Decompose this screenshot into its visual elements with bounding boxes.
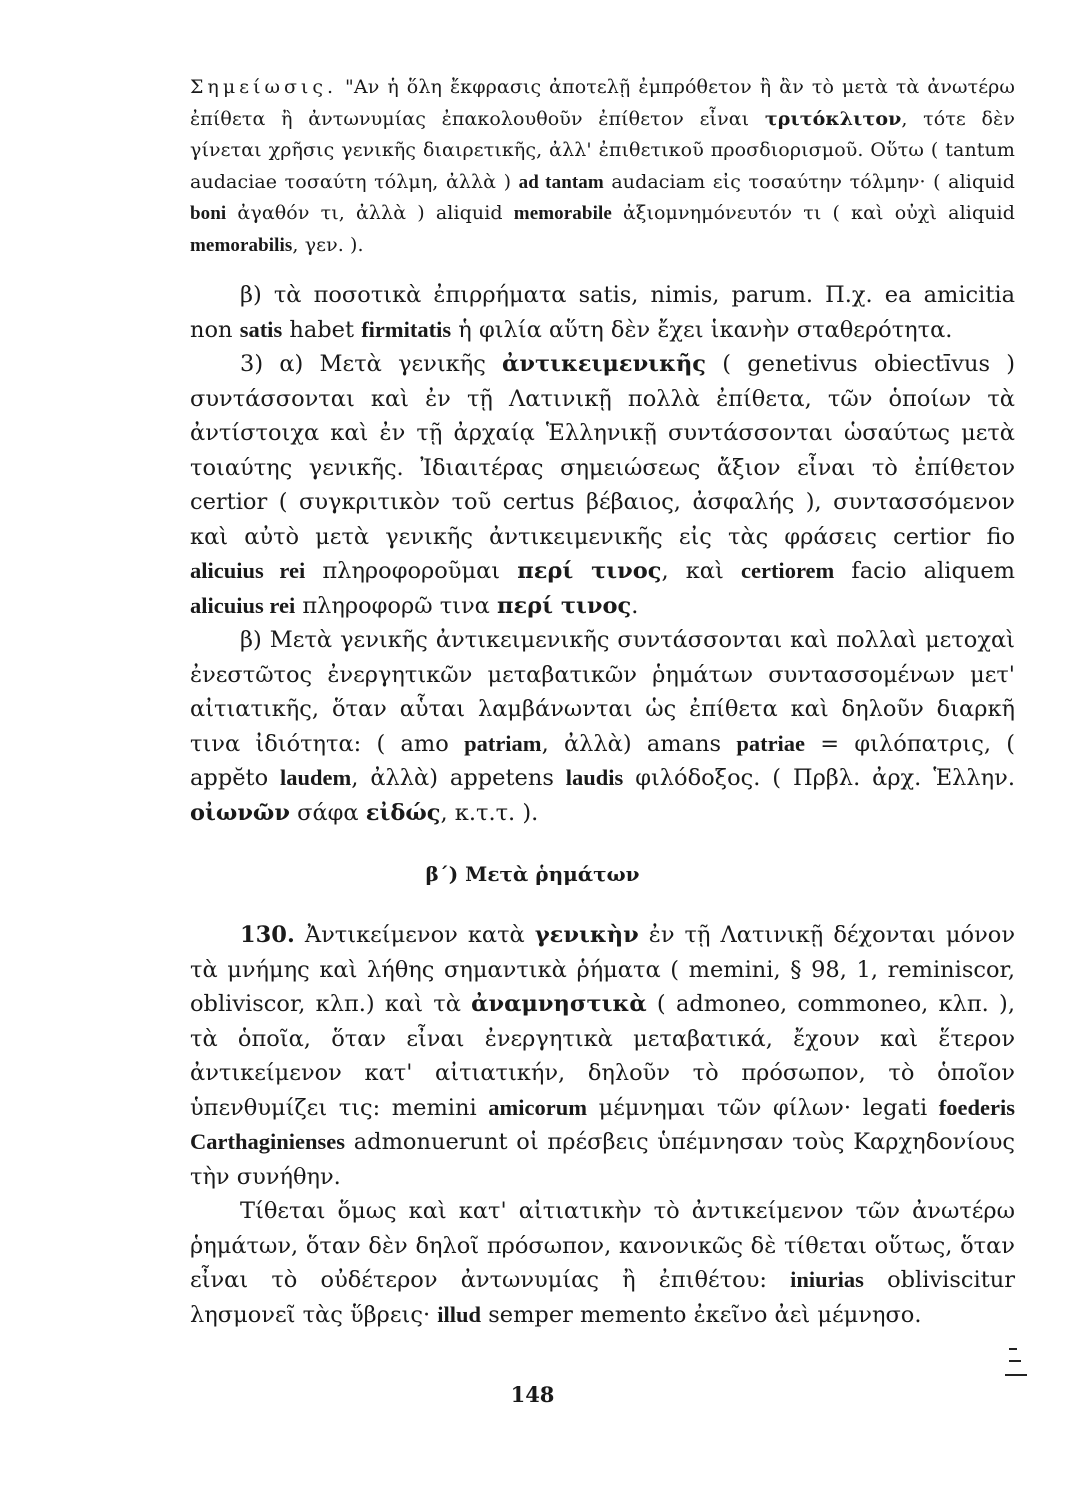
paragraph-130: 130. Ἀντικείμενον κατὰ γενικὴν ἐν τῇ Λατινικῇ δέχονται μόνον τὰ μνήμης καὶ λήθης σημαντικὰ ῥήματα ( memini, § 98, 1, reminiscor, obliviscor, κλπ.) καὶ τὰ ἀναμνηστικὰ ( admoneo, commoneo, κλπ. ), τὰ ὁποῖα, ὅταν εἶναι ἐνεργητικὰ μεταβατικά, ἔχουν καὶ ἕτερον ἀντικείμενον κατ' αἰτιατικήν, δηλοῦν τὸ πρόσωπον, τὸ ὁποῖον ὑπενθυμίζει τις: memini amicorum μέμνημαι τῶν φίλων· legati foederis Carthaginienses admonuerunt οἱ πρέσβεις ὑπέμνησαν τοὺς Καρχηδονίους τὴν συνήθην. <box>190 922 1016 1190</box>
bold-term: περί τινος <box>497 592 632 619</box>
bold-term: περί τινος <box>517 558 662 584</box>
bold-term: memorabile <box>513 203 612 224</box>
bold-term: ἀντικειμενικῆς <box>502 351 706 377</box>
margin-mark <box>1009 1360 1021 1362</box>
paragraph-participles: β) Μετὰ γενικῆς ἀντικειμενικῆς συντάσσονται καὶ πολλαὶ μετοχαὶ ἐνεστῶτος ἐνεργητικῶν μεταβατικῶν ῥημάτων συντασσομένων μετ' αἰτιατικῆς, ὅταν αὗται λαμβάνωνται ὡς ἐπίθετα καὶ δηλοῦν διαρκῆ τινα ἰδιότητα: ( amo patriam, ἀλλὰ) amans patriae = φιλόπατρις, ( appĕto laudem, ἀλλὰ) appetens laudis φιλόδοξος. ( Πρβλ. ἀρχ. Ἑλλην. οἰωνῶν σάφα εἰδώς, κ.τ.τ. ). <box>190 627 1016 826</box>
section-heading: β΄) Μετὰ ῥημάτων <box>425 862 640 886</box>
note-label: Σημείωσις. <box>190 76 338 98</box>
bold-term: εἰδώς <box>365 799 441 826</box>
bold-term: memorabilis <box>190 234 293 256</box>
bold-term: οἰωνῶν <box>190 799 290 826</box>
bold-term: laudis <box>565 765 624 790</box>
bold-term: satis <box>239 316 283 342</box>
paragraph-quantitative-adverbs: β) τὰ ποσοτικὰ ἐπιρρήματα satis, nimis, parum. Π.χ. ea amicitia non satis habet firmitatis ἡ φιλία αὕτη δὲν ἔχει ἱκανὴν σταθερότητα. <box>190 282 1015 343</box>
bold-term: γενικὴν <box>534 922 639 948</box>
bold-term: laudem <box>280 765 352 790</box>
bold-term: alicuius rei <box>190 558 306 583</box>
bold-term: boni <box>190 203 227 224</box>
bold-term: illud <box>437 1301 482 1327</box>
bold-term: patriae <box>736 730 806 756</box>
section-130-block <box>190 918 1015 1332</box>
bold-term: certiorem <box>740 558 835 583</box>
margin-mark <box>1009 1348 1017 1350</box>
page-number: 148 <box>510 1382 555 1407</box>
bold-term: firmitatis <box>361 316 452 342</box>
note-paragraph: Σημείωσις. "Αν ἡ ὅλη ἔκφρασις ἀποτελῇ ἐμπρόθετον ἢ ἂν τὸ μετὰ τὰ ἀνωτέρω ἐπίθετα ἢ ἀντωνυμίας ἐπακολουθοῦν ἐπίθετον εἶναι τριτόκλιτον, τότε δὲν γίνεται χρῆσις γενικῆς διαιρετικῆς, ἀλλ' ἐπιθετικοῦ προσδιορισμοῦ. Οὕτω ( tantum audaciae τοσαύτη τόλμη, ἀλλὰ ) ad tantam audaciam εἰς τοσαύτην τόλμην· ( aliquid boni ἀγαθόν τι, ἀλλὰ ) aliquid memorabile ἀξιομνημόνευτόν τι ( καὶ οὐχὶ aliquid memorabilis, γεν. ). <box>190 76 1015 256</box>
bold-term: foederis Carthaginienses <box>190 1094 1016 1154</box>
margin-mark <box>1005 1374 1027 1376</box>
bold-term: ἀναμνηστικὰ <box>471 991 647 1017</box>
main-text-block <box>190 278 1015 830</box>
bold-term: iniurias <box>790 1267 864 1292</box>
bold-term: ad tantam <box>518 171 604 193</box>
bold-term: patriam <box>464 730 542 756</box>
section-number: 130. <box>240 922 295 948</box>
bold-term: τριτόκλιτον <box>764 107 902 130</box>
paragraph-objective-genitive: 3) α) Μετὰ γενικῆς ἀντικειμενικῆς ( genetivus obiectīvus ) συντάσσονται καὶ ἐν τῇ Λατινικῇ πολλὰ ἐπίθετα, τῶν ὁποίων τὰ ἀντίστοιχα καὶ ἐν τῇ ἀρχαίᾳ Ἑλληνικῇ συντάσσονται ὡσαύτως μετὰ τοιαύτης γενικῆς. Ἰδιαιτέρας σημειώσεως ἄξιον εἶναι τὸ ἐπίθετον certior ( συγκριτικὸν τοῦ certus βέβαιος, ἀσφαλής ), συντασσόμενον καὶ αὐτὸ μετὰ γενικῆς ἀντικειμενικῆς εἰς τὰς φράσεις certior fio alicuius rei πληροφοροῦμαι περί τινος, καὶ certiorem facio aliquem alicuius rei πληροφορῶ τινα περί τινος. <box>190 351 1015 619</box>
bold-term: amicorum <box>488 1094 588 1120</box>
paragraph-accusative: Τίθεται ὅμως καὶ κατ' αἰτιατικὴν τὸ ἀντικείμενον τῶν ἀνωτέρω ῥημάτων, ὅταν δὲν δηλοῖ πρόσωπον, κανονικῶς δὲ τίθεται οὕτως, ὅταν εἶναι τὸ οὐδέτερον ἀντωνυμίας ἢ ἐπιθέτου: iniurias obliviscitur λησμονεῖ τὰς ὕβρεις· illud semper memento ἐκεῖνο ἀεὶ μέμνησο. <box>190 1198 1015 1328</box>
bold-term: alicuius rei <box>190 592 296 618</box>
